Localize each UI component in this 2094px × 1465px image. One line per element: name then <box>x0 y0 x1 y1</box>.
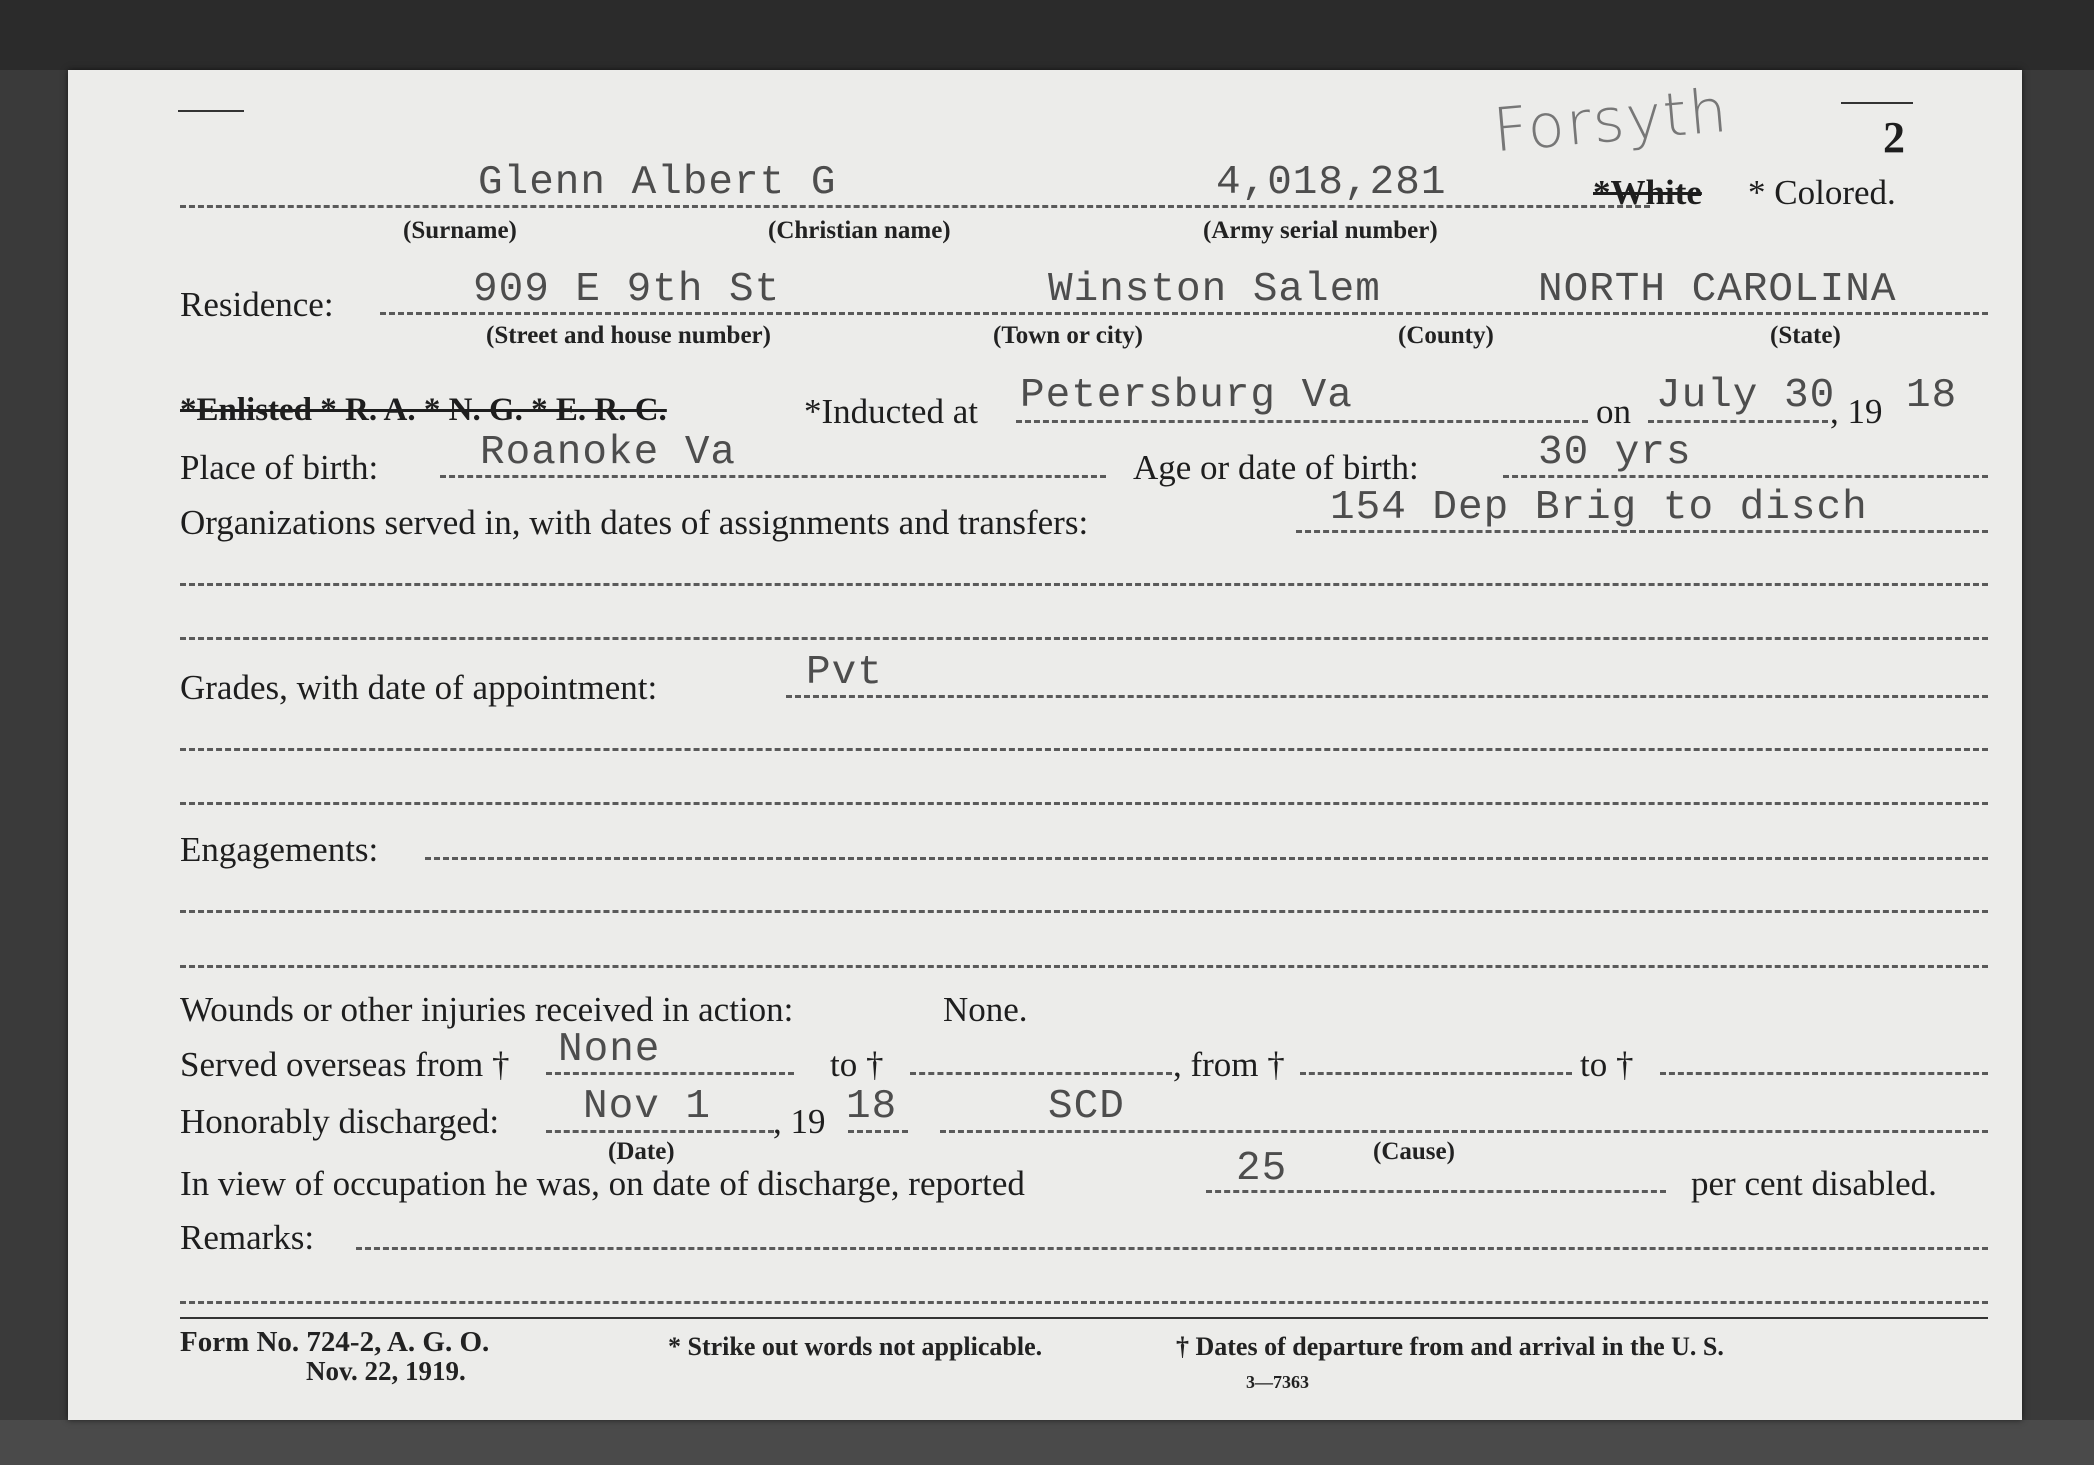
card-number: 2 <box>1883 113 1905 162</box>
print-code: 3—7363 <box>1246 1372 1309 1392</box>
serial-caption: (Army serial number) <box>1203 217 1438 244</box>
grades-value: Pvt <box>806 650 883 696</box>
overseas-from-label-2: , from † <box>1173 1045 1285 1084</box>
discharge-date: Nov 1 <box>583 1084 712 1130</box>
overseas-to-label-2: to † <box>1580 1045 1634 1084</box>
soldier-name: Glenn Albert G <box>478 160 837 206</box>
scan-backdrop-top <box>0 0 2094 70</box>
inducted-at-label: *Inducted at <box>804 392 978 431</box>
surname-caption: (Surname) <box>403 217 517 244</box>
street-caption: (Street and house number) <box>486 322 771 349</box>
service-record-card <box>68 70 2022 1420</box>
footer-rule <box>180 1317 1988 1319</box>
army-serial-number: 4,018,281 <box>1216 160 1447 206</box>
overseas-label: Served overseas from † <box>180 1045 510 1084</box>
grades-line-3 <box>180 802 1988 805</box>
scan-backdrop-bottom <box>0 1420 2094 1465</box>
top-left-rule <box>178 110 244 112</box>
strike-out-note: * Strike out words not applicable. <box>668 1332 1043 1361</box>
age-value: 30 yrs <box>1538 430 1692 476</box>
grades-line-2 <box>180 748 1988 751</box>
discharge-cause: SCD <box>1048 1084 1125 1130</box>
age-label: Age or date of birth: <box>1133 448 1419 487</box>
residence-street: 909 E 9th St <box>473 267 781 313</box>
remarks-label: Remarks: <box>180 1218 315 1257</box>
disability-suffix: per cent disabled. <box>1691 1164 1937 1203</box>
residence-town: Winston Salem <box>1048 267 1381 313</box>
discharge-cause-caption: (Cause) <box>1373 1138 1455 1165</box>
place-of-birth-label: Place of birth: <box>180 448 379 487</box>
grades-label: Grades, with date of appointment: <box>180 668 658 707</box>
remarks-line-1 <box>356 1247 1988 1250</box>
discharge-date-caption: (Date) <box>608 1138 675 1165</box>
race-white-struck: *White <box>1593 173 1702 212</box>
overseas-to-line-2 <box>1660 1072 1988 1075</box>
organizations-line-2 <box>180 583 1988 586</box>
form-date: Nov. 22, 1919. <box>306 1356 466 1386</box>
discharge-date-line <box>546 1130 774 1133</box>
organizations-label: Organizations served in, with dates of assignments and transfers: <box>180 503 1089 542</box>
organizations-value: 154 Dep Brig to disch <box>1330 485 1868 531</box>
discharge-cause-line <box>940 1130 1988 1133</box>
overseas-to-label-1: to † <box>830 1045 884 1084</box>
overseas-from-value: None <box>558 1027 661 1073</box>
discharge-year-line <box>848 1130 908 1133</box>
inducted-date: July 30 <box>1656 373 1836 419</box>
enlistment-types-struck: *Enlisted * R. A. * N. G. * E. R. C. <box>180 392 667 428</box>
inducted-on-label: on <box>1596 392 1631 431</box>
race-colored: * Colored. <box>1748 173 1896 212</box>
county-handwritten-note: Forsyth <box>1490 75 1732 167</box>
discharge-year-prefix: , 19 <box>773 1102 826 1141</box>
inducted-place: Petersburg Va <box>1020 373 1353 419</box>
top-right-rule <box>1841 102 1913 104</box>
place-of-birth: Roanoke Va <box>480 430 737 476</box>
discharge-label: Honorably discharged: <box>180 1102 500 1141</box>
wounds-value: None. <box>943 990 1028 1029</box>
town-caption: (Town or city) <box>993 322 1143 349</box>
remarks-line-2 <box>180 1301 1988 1304</box>
inducted-date-line <box>1648 420 1828 423</box>
state-caption: (State) <box>1770 322 1841 349</box>
inducted-place-line <box>1016 420 1588 423</box>
dagger-note: † Dates of departure from and arrival in the U. S. <box>1176 1332 1724 1361</box>
engagements-label: Engagements: <box>180 830 379 869</box>
county-caption: (County) <box>1398 322 1494 349</box>
engagements-line-1 <box>425 857 1988 860</box>
inducted-year: 18 <box>1906 373 1958 419</box>
disability-value: 25 <box>1236 1146 1288 1192</box>
disability-label: In view of occupation he was, on date of discharge, reported <box>180 1164 1025 1203</box>
discharge-year: 18 <box>846 1084 898 1130</box>
residence-label: Residence: <box>180 285 334 324</box>
form-number: Form No. 724-2, A. G. O. <box>180 1326 490 1358</box>
engagements-line-2 <box>180 910 1988 913</box>
residence-state: NORTH CAROLINA <box>1538 267 1897 313</box>
engagements-line-3 <box>180 965 1988 968</box>
wounds-label: Wounds or other injuries received in action: <box>180 990 794 1029</box>
grades-line-1 <box>786 695 1988 698</box>
inducted-year-prefix: , 19 <box>1830 392 1883 431</box>
christian-name-caption: (Christian name) <box>768 217 951 244</box>
organizations-line-3 <box>180 637 1988 640</box>
overseas-from-line-2 <box>1300 1072 1572 1075</box>
overseas-to-line-1 <box>910 1072 1172 1075</box>
